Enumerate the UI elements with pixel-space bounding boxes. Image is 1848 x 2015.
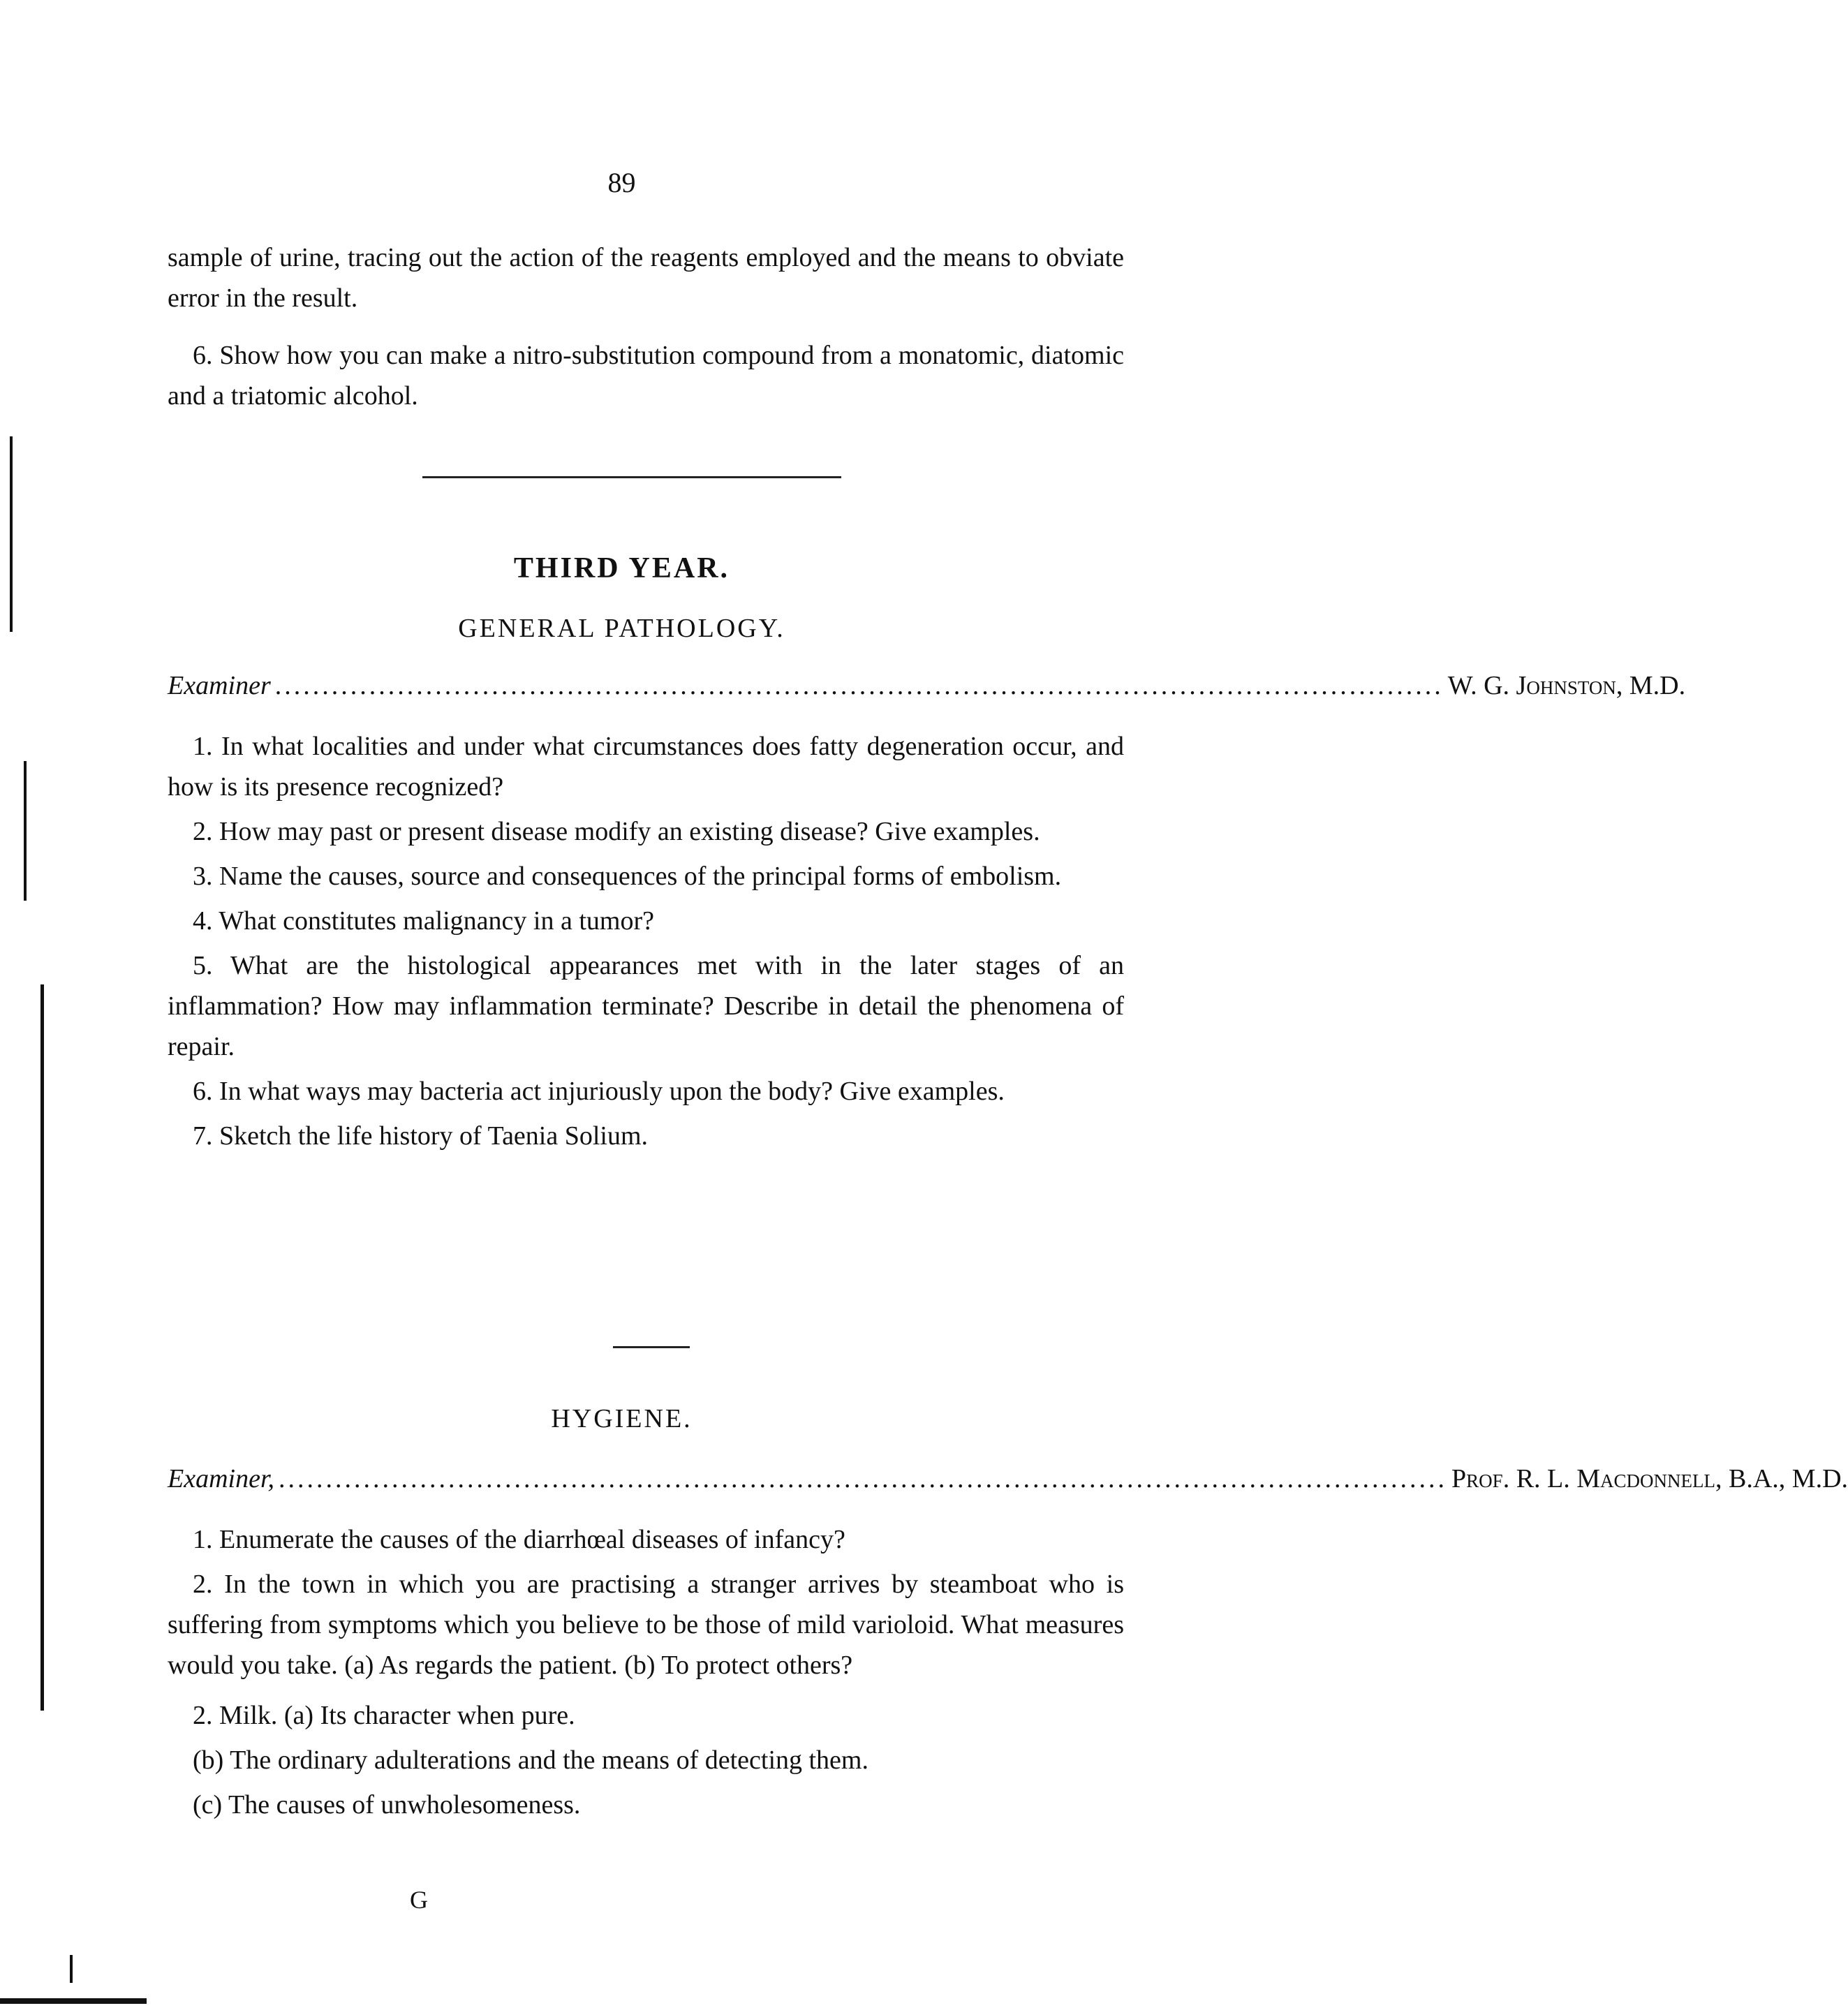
- hygiene-question: 1. Enumerate the causes of the diarrhœal diseases of infancy?: [193, 1525, 845, 1554]
- examiner-name: Prof. R. L. Macdonnell, B.A., M.D.: [1451, 1464, 1848, 1493]
- section-divider-rule: [422, 476, 841, 478]
- continuation-paragraph: sample of urine, tracing out the action of the reagents employed and the means to obviate error in the result.: [168, 243, 1124, 313]
- short-divider-rule: [613, 1346, 690, 1348]
- question-6-chemistry: 6. Show how you can make a nitro-substitution compound from a monatomic, diatomic and a triatomic alcohol.: [168, 341, 1124, 411]
- pathology-examiner-row: [168, 670, 1686, 701]
- page-number: 89: [607, 167, 636, 198]
- examiner-label: Examiner,: [168, 1464, 275, 1493]
- scan-margin-line: [40, 984, 44, 1711]
- signature-mark: G: [410, 1886, 428, 1914]
- leader-dots: ............................................................................................................................: [279, 1464, 1448, 1493]
- pathology-question: 2. How may past or present disease modify an existing disease? Give examples.: [193, 817, 1040, 846]
- pathology-question: 4. What constitutes malignancy in a tumor?: [193, 906, 654, 936]
- hygiene-question: 2. In the town in which you are practising a stranger arrives by steamboat who is suffering from symptoms which you believe to be those of mild varioloid. What measures would you take. (a) As regards the patient. (b) To protect others?: [168, 1570, 1124, 1680]
- scan-bottom-bar: [0, 1998, 147, 2004]
- hygiene-questions: [168, 1519, 1124, 1825]
- hygiene-question: (b) The ordinary adulterations and the means of detecting them.: [193, 1745, 868, 1775]
- pathology-questions: [168, 726, 1124, 1156]
- hygiene-question: 2. Milk. (a) Its character when pure.: [193, 1701, 575, 1730]
- hygiene-question: (c) The causes of unwholesomeness.: [193, 1790, 581, 1820]
- scan-margin-line: [70, 1955, 73, 1983]
- pathology-question: 5. What are the histological appearances met with in the later stages of an inflammation? How may inflammation terminate? Describe in detail the phenomena of repair.: [168, 951, 1124, 1061]
- pathology-question: 3. Name the causes, source and consequences of the principal forms of embolism.: [193, 862, 1062, 891]
- pathology-question: 6. In what ways may bacteria act injuriously upon the body? Give examples.: [193, 1077, 1005, 1106]
- hygiene-examiner-row: [168, 1463, 1848, 1494]
- intro-section: [168, 237, 1124, 416]
- examiner-label: Examiner: [168, 671, 271, 700]
- third-year-heading: THIRD YEAR.: [513, 552, 730, 584]
- examiner-name: W. G. Johnston, M.D.: [1447, 671, 1686, 700]
- scan-margin-line: [24, 761, 27, 901]
- pathology-question: 1. In what localities and under what circumstances does fatty degeneration occur, and how is its presence recognized?: [168, 732, 1124, 802]
- leader-dots: ............................................................................................................................: [274, 671, 1444, 700]
- hygiene-heading: HYGIENE.: [551, 1404, 693, 1433]
- scan-margin-line: [10, 436, 13, 632]
- pathology-question: 7. Sketch the life history of Taenia Solium.: [193, 1121, 649, 1151]
- general-pathology-heading: GENERAL PATHOLOGY.: [458, 614, 785, 643]
